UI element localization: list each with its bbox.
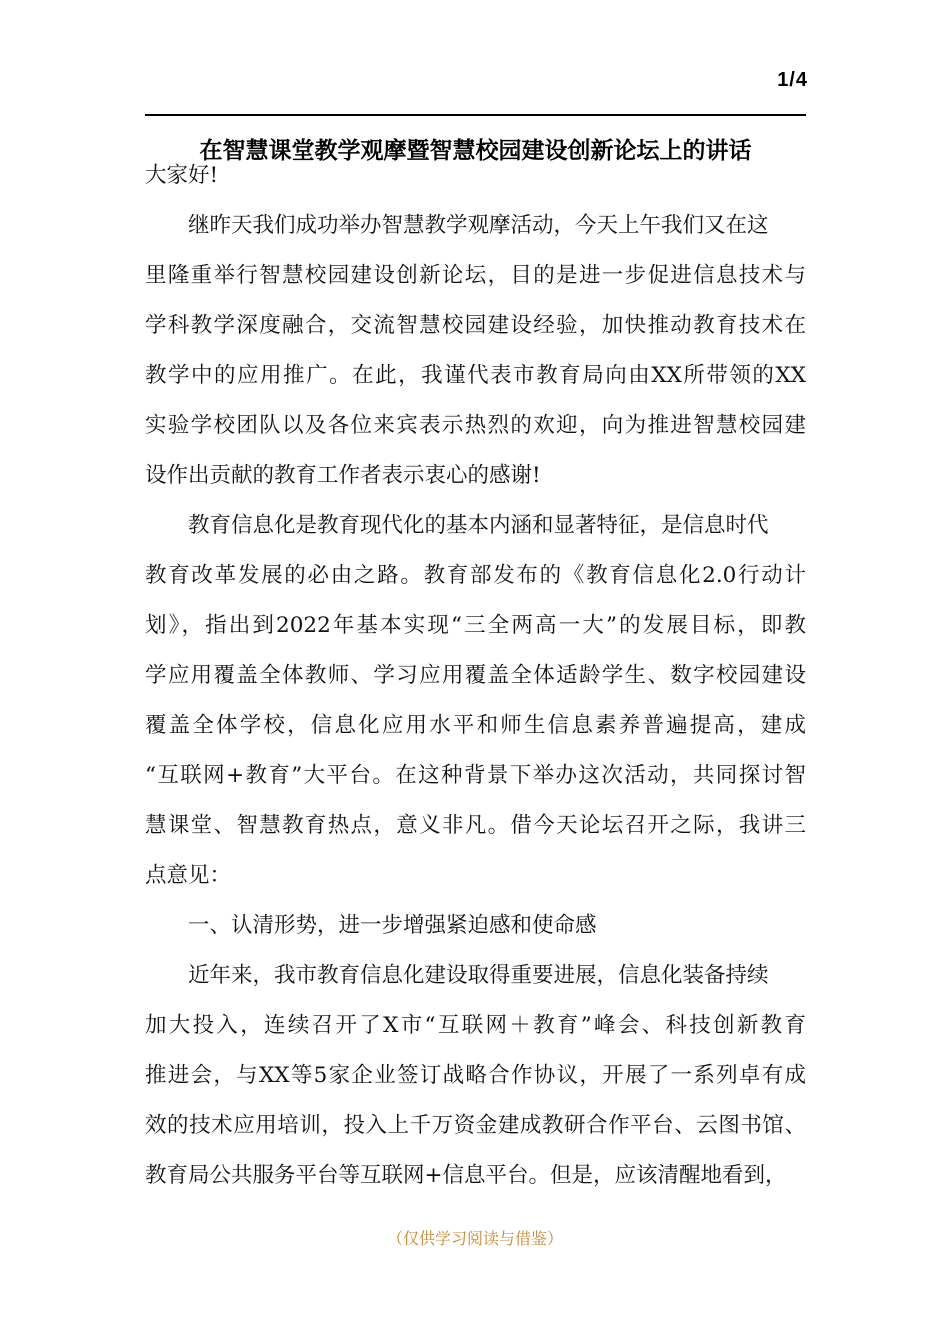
page-number: 1/4: [777, 69, 808, 91]
paragraph-line: 近年来，我市教育信息化建设取得重要进展，信息化装备持续: [188, 963, 769, 988]
paragraph-line: 点意见：: [145, 863, 232, 888]
paragraph-line: 教学中的应用推广。在此，我谨代表市教育局向由XX所带领的XX: [145, 363, 806, 388]
paragraph-line: 加大投入，连续召开了X市“互联网＋教育”峰会、科技创新教育: [145, 1013, 806, 1038]
paragraph-line: 学科教学深度融合，交流智慧校园建设经验，加快推动教育技术在: [145, 313, 806, 338]
footer-note: （仅供学习阅读与借鉴）: [386, 1229, 563, 1248]
document-title: 在智慧课堂教学观摩暨智慧校园建设创新论坛上的讲话: [199, 138, 752, 164]
paragraph-line: 教育局公共服务平台等互联网+信息平台。但是，应该清醒地看到，: [145, 1163, 787, 1188]
header-divider: [145, 114, 806, 116]
paragraph-line: 里隆重举行智慧校园建设创新论坛，目的是进一步促进信息技术与: [145, 263, 806, 288]
paragraph-line: 效的技术应用培训，投入上千万资金建成教研合作平台、云图书馆、: [145, 1113, 806, 1138]
paragraph-line: 慧课堂、智慧教育热点，意义非凡。借今天论坛召开之际，我讲三: [145, 813, 806, 838]
paragraph-line: 推进会，与XX等5家企业签订战略合作协议，开展了一系列卓有成: [145, 1063, 806, 1088]
paragraph-line: 实验学校团队以及各位来宾表示热烈的欢迎，向为推进智慧校园建: [145, 413, 806, 438]
document-body: [145, 151, 815, 1201]
paragraph-line: 设作出贡献的教育工作者表示衷心的感谢!: [145, 463, 541, 488]
paragraph-line: 教育改革发展的必由之路。教育部发布的《教育信息化2.0行动计: [145, 563, 806, 588]
paragraph-line: 继昨天我们成功举办智慧教学观摩活动，今天上午我们又在这: [188, 213, 769, 238]
paragraph-line: 覆盖全体学校，信息化应用水平和师生信息素养普遍提高，建成: [145, 713, 806, 738]
greeting-line: 大家好!: [145, 163, 219, 188]
paragraph-line: “互联网+教育”大平台。在这种背景下举办这次活动，共同探讨智: [145, 763, 806, 788]
section-heading: 一、认清形势，进一步增强紧迫感和使命感: [188, 913, 597, 938]
paragraph-line: 学应用覆盖全体教师、学习应用覆盖全体适龄学生、数字校园建设: [145, 663, 806, 688]
paragraph-line: 划》，指出到2022年基本实现“三全两高一大”的发展目标，即教: [145, 613, 806, 638]
paragraph-line: 教育信息化是教育现代化的基本内涵和显著特征，是信息时代: [188, 513, 769, 538]
